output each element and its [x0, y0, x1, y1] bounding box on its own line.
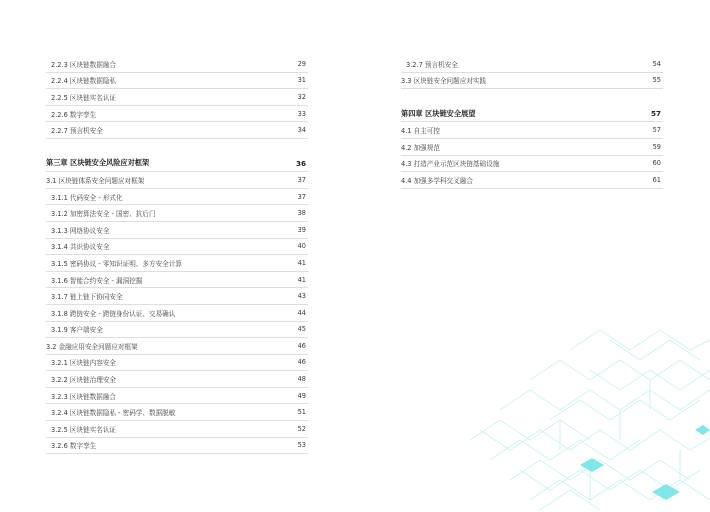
- toc-entry-title: 3.2.7 预言机安全: [406, 60, 458, 69]
- toc-gap: [401, 89, 663, 106]
- toc-page-number: 41: [297, 258, 306, 267]
- toc-entry[interactable]: [401, 122, 663, 139]
- toc-page-number: 60: [652, 159, 661, 168]
- toc-entry-title: 3.1.6 智能合约安全 - 漏洞挖掘: [51, 276, 143, 285]
- toc-entry-title: 3.1 区块链体系安全问题应对框架: [46, 176, 145, 185]
- toc-entry[interactable]: [46, 172, 308, 189]
- toc-entry-title: 2.2.7 预言机安全: [51, 127, 103, 136]
- toc-page-number: 53: [297, 441, 306, 450]
- toc-entry[interactable]: [46, 438, 308, 455]
- toc-page-number: 37: [297, 192, 306, 201]
- toc-entry[interactable]: [401, 139, 663, 156]
- toc-entry[interactable]: [401, 172, 663, 189]
- circuit-pattern-icon: [470, 320, 710, 512]
- toc-entry[interactable]: [46, 189, 308, 206]
- toc-entry[interactable]: [46, 355, 308, 372]
- toc-entry[interactable]: [46, 106, 308, 123]
- toc-page-number: 37: [297, 175, 306, 184]
- toc-page-number: 31: [297, 76, 306, 85]
- toc-entry-title: 3.1.8 跨链安全 - 跨链身份认证、交易确认: [51, 309, 176, 318]
- toc-entry-title: 3.1.1 代码安全 - 形式化: [51, 193, 123, 202]
- toc-page-number: 48: [297, 375, 306, 384]
- toc-page-number: 51: [297, 408, 306, 417]
- toc-page-number: 57: [652, 126, 661, 135]
- toc-right-column: [401, 56, 663, 189]
- toc-chapter-entry[interactable]: [401, 106, 663, 123]
- toc-page-number: 55: [652, 76, 661, 85]
- toc-entry-title: 3.2.2 区块链治理安全: [51, 376, 117, 385]
- toc-page-number: 38: [297, 209, 306, 218]
- toc-entry[interactable]: [401, 156, 663, 173]
- toc-page-number: 41: [297, 275, 306, 284]
- toc-entry[interactable]: [46, 222, 308, 239]
- toc-entry-title: 4.3 打造产业示范区块链基础设施: [401, 160, 500, 169]
- toc-entry[interactable]: [46, 305, 308, 322]
- toc-page-number: 45: [297, 325, 306, 334]
- toc-entry-title: 3.1.2 加密算法安全 - 国密、抗后门: [51, 210, 156, 219]
- toc-entry-title: 3.1.5 密码协议 - 零知识证明、多方安全计算: [51, 259, 182, 268]
- toc-chapter-entry[interactable]: [46, 156, 308, 173]
- toc-page-number: 33: [297, 109, 306, 118]
- toc-entry-title: 3.2 金融应用安全问题应对框架: [46, 342, 138, 351]
- toc-entry[interactable]: [46, 388, 308, 405]
- toc-entry-title: 4.2 加强规范: [401, 143, 440, 152]
- toc-entry-title: 2.2.5 区块链实名认证: [51, 93, 117, 102]
- toc-page-number: 61: [652, 175, 661, 184]
- toc-entry-title: 3.2.5 区块链实名认证: [51, 425, 117, 434]
- toc-entry[interactable]: [46, 73, 308, 90]
- toc-entry-title: 2.2.6 数字孪生: [51, 110, 97, 119]
- toc-entry-title: 3.2.1 区块链内容安全: [51, 359, 117, 368]
- toc-page-number: 39: [297, 225, 306, 234]
- toc-entry[interactable]: [46, 421, 308, 438]
- toc-entry[interactable]: [46, 404, 308, 421]
- toc-entry[interactable]: [46, 56, 308, 73]
- toc-page-number: 46: [297, 358, 306, 367]
- toc-entry-title: 3.2.4 区块链数据隐私 - 密码学、数据脱敏: [51, 409, 176, 418]
- toc-entry-title: 3.1.4 共识协议安全: [51, 243, 110, 252]
- toc-entry[interactable]: [46, 255, 308, 272]
- toc-entry-title: 4.4 加强多学科交叉融合: [401, 176, 473, 185]
- toc-entry-title: 第三章 区块链安全风险应对框架: [46, 158, 150, 168]
- toc-entry[interactable]: [46, 89, 308, 106]
- toc-left-column: [46, 56, 308, 454]
- toc-page-number: 43: [297, 292, 306, 301]
- toc-page-number: 36: [295, 158, 306, 168]
- toc-page-number: 52: [297, 424, 306, 433]
- toc-entry-title: 3.2.6 数字孪生: [51, 442, 97, 451]
- toc-page-number: 44: [297, 308, 306, 317]
- toc-entry[interactable]: [46, 122, 308, 139]
- toc-page-number: 57: [650, 109, 661, 119]
- toc-page-number: 34: [297, 126, 306, 135]
- toc-page-number: 54: [652, 59, 661, 68]
- toc-entry-title: 3.3 区块链安全问题应对实践: [401, 77, 487, 86]
- toc-page-number: 40: [297, 242, 306, 251]
- toc-page-number: 29: [297, 59, 306, 68]
- toc-entry[interactable]: [401, 56, 663, 73]
- toc-entry[interactable]: [46, 272, 308, 289]
- toc-entry[interactable]: [46, 288, 308, 305]
- toc-entry-title: 3.2.3 区块链数据融合: [51, 392, 117, 401]
- toc-entry[interactable]: [46, 371, 308, 388]
- toc-entry-title: 3.1.3 网络协议安全: [51, 226, 110, 235]
- toc-gap: [46, 139, 308, 156]
- toc-page-number: 46: [297, 341, 306, 350]
- toc-entry-title: 3.1.9 客户端安全: [51, 326, 103, 335]
- toc-entry[interactable]: [46, 239, 308, 256]
- toc-entry[interactable]: [46, 205, 308, 222]
- toc-page-number: 32: [297, 92, 306, 101]
- toc-entry-title: 第四章 区块链安全展望: [401, 108, 476, 118]
- toc-page-number: 49: [297, 391, 306, 400]
- toc-page-number: 59: [652, 142, 661, 151]
- toc-entry[interactable]: [401, 73, 663, 90]
- toc-entry[interactable]: [46, 322, 308, 339]
- toc-entry-title: 2.2.3 区块链数据融合: [51, 60, 117, 69]
- toc-entry-title: 3.1.7 链上链下协同安全: [51, 293, 123, 302]
- toc-entry-title: 4.1 自主可控: [401, 127, 440, 136]
- toc-entry-title: 2.2.4 区块链数据隐私: [51, 77, 117, 86]
- toc-entry[interactable]: [46, 338, 308, 355]
